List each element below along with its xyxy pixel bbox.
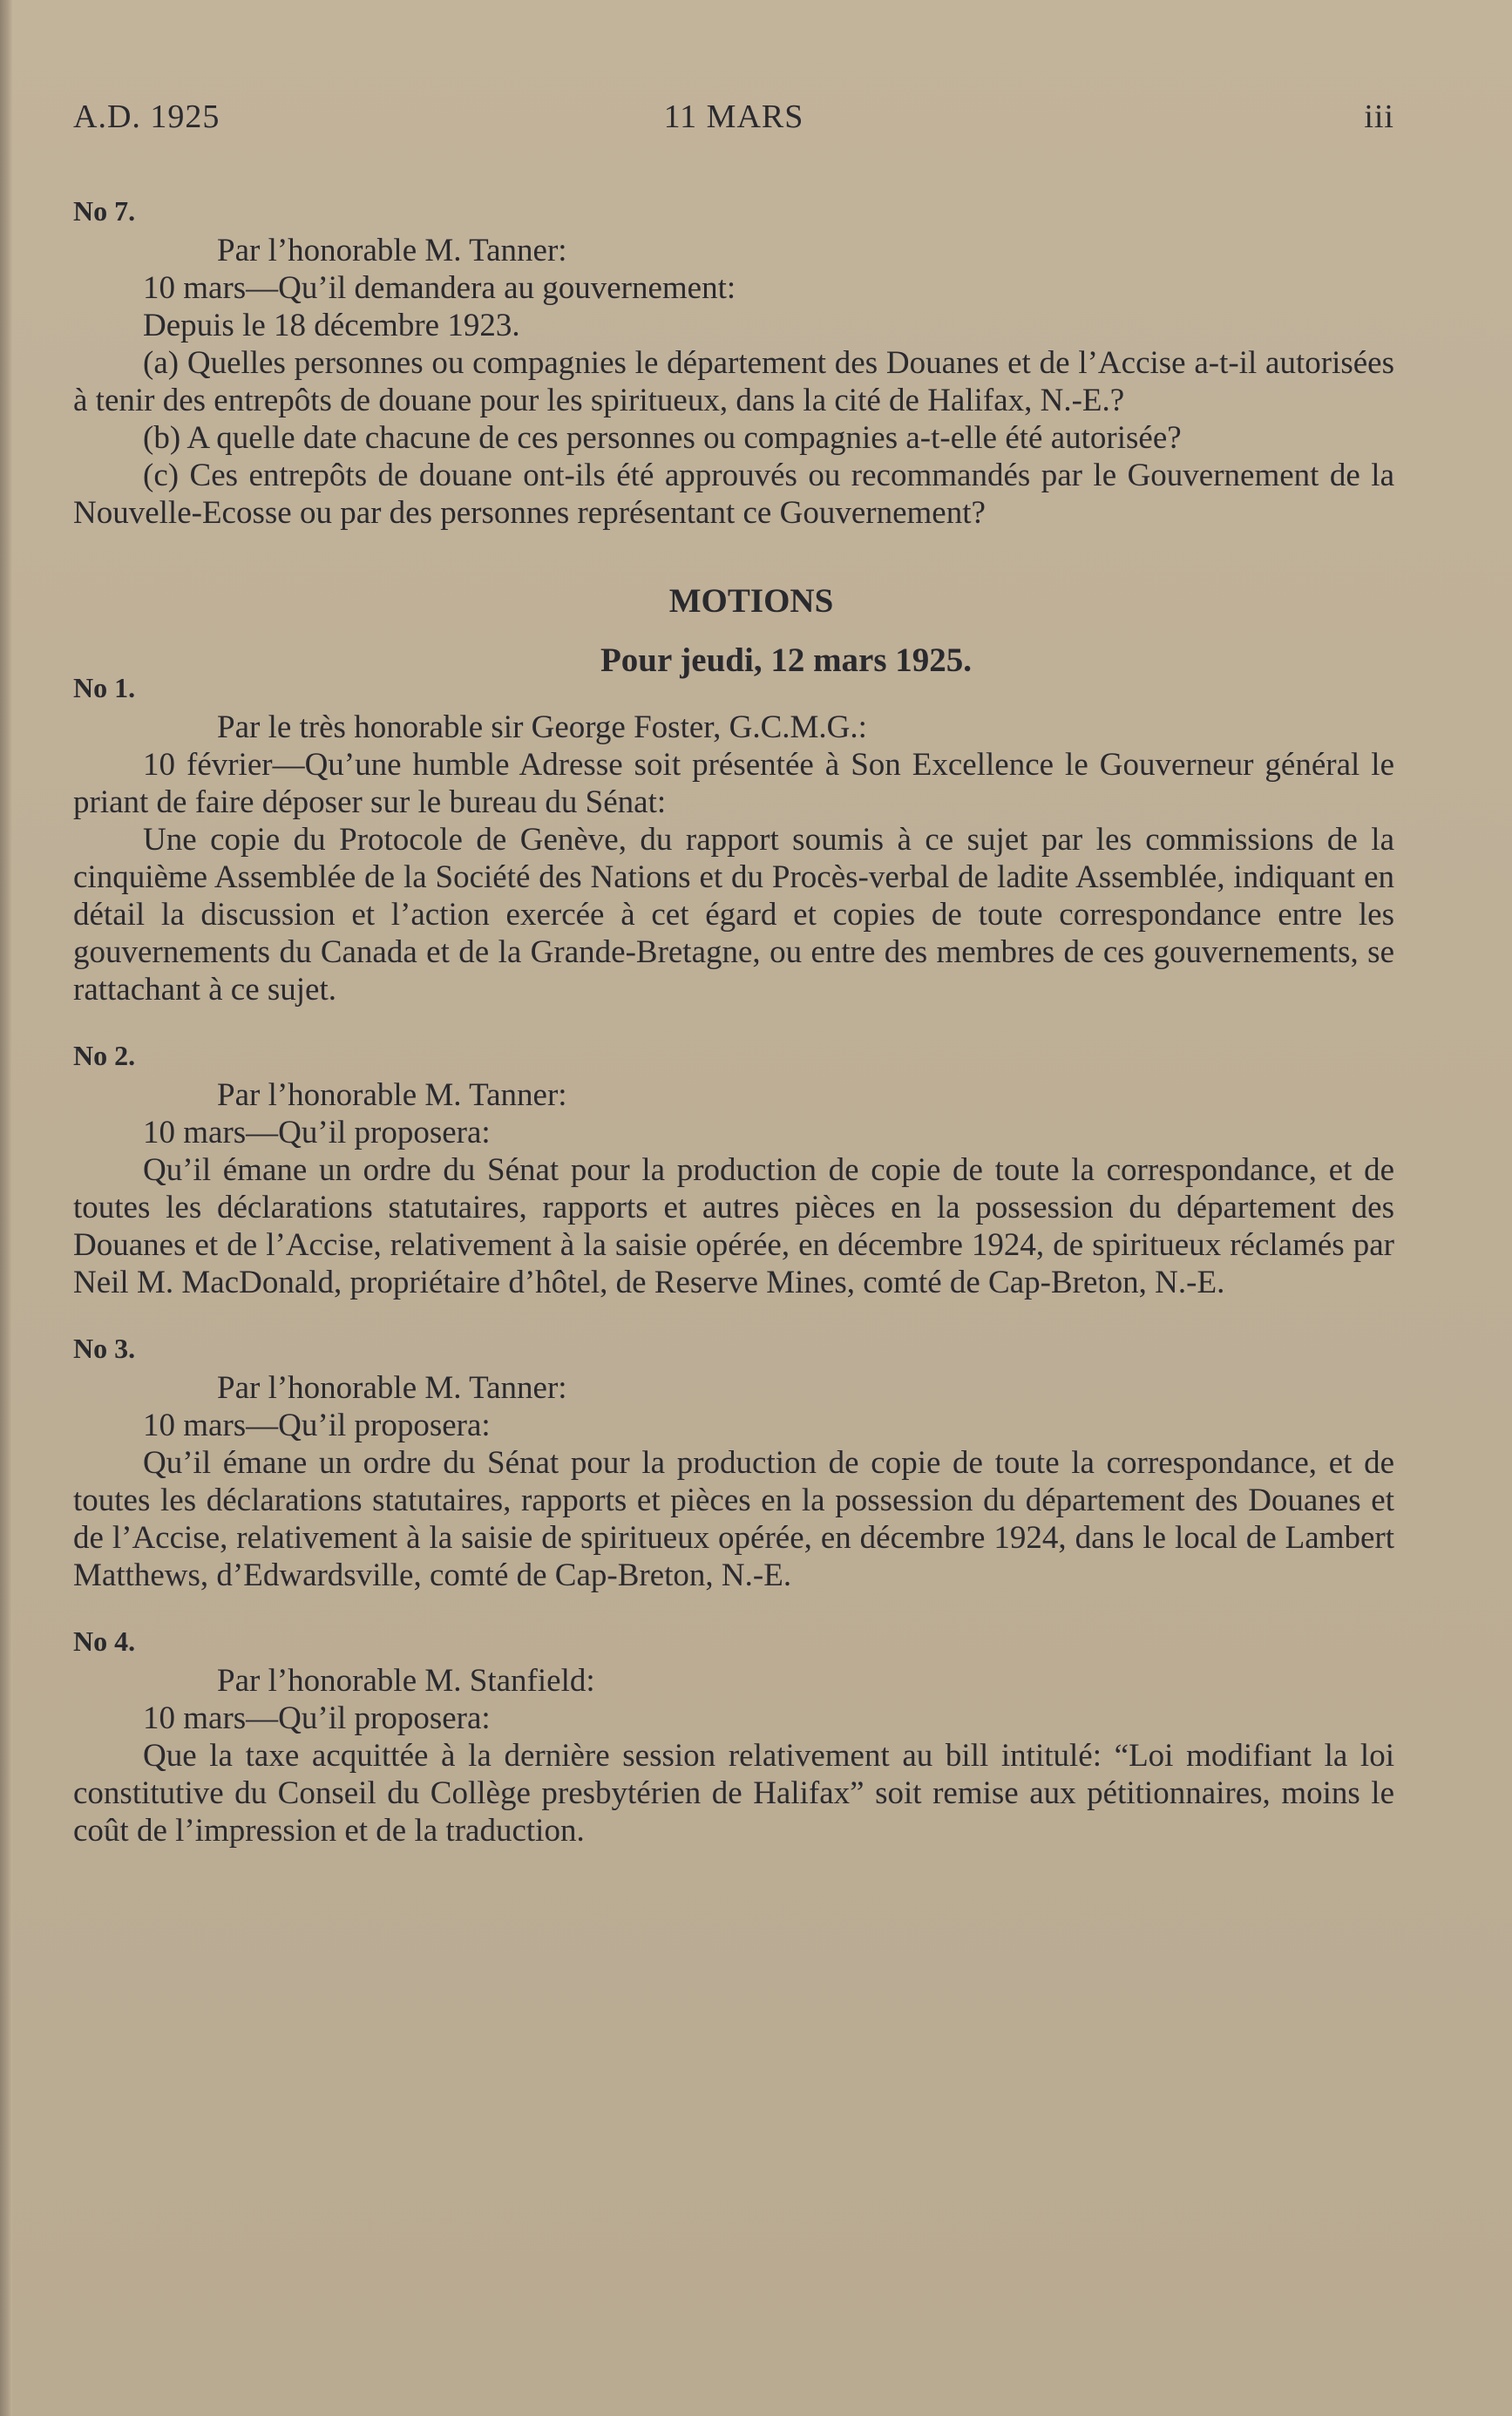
motion-item xyxy=(73,1331,1394,1594)
item-date-line: 10 mars—Qu’il demandera au gouvernement: xyxy=(143,270,736,306)
item-body: Que la taxe acquittée à la dernière session relativement au bill intitulé: “Loi modifiant la loi constitutive du Conseil du Collège presbytérien de Halifax” soit remise aux pétitionnaires, moins le coût de l’impression et de la traduction. xyxy=(73,1738,1394,1849)
item-date-line: 10 mars—Qu’il proposera: xyxy=(143,1700,491,1736)
question-item xyxy=(73,193,1394,532)
item-proposer: Par l’honorable M. Tanner: xyxy=(217,1370,567,1406)
motion-item xyxy=(73,1038,1394,1301)
item-number: No 2. xyxy=(73,1040,136,1071)
item-date-line: 10 mars—Qu’il proposera: xyxy=(143,1115,491,1150)
item-body: Qu’il émane un ordre du Sénat pour la production de copie de toute la correspondance, et de toutes les déclarations statutaires, rapports et autres pièces en la possession du département des Douanes et de l’Accise, relativement à la saisie opérée, en décembre 1924, de spiritueux réclamés par Neil M. MacDonald, propriétaire d’hôtel, de Reserve Mines, comté de Cap-Breton, N.-E. xyxy=(73,1152,1394,1300)
item-proposer: Par l’honorable M. Tanner: xyxy=(217,1077,567,1113)
header-year: A.D. 1925 xyxy=(73,98,220,135)
page-content xyxy=(73,193,1394,1849)
section-subheading-date: Pour jeudi, 12 mars 1925. xyxy=(600,641,973,679)
item-line: Depuis le 18 décembre 1923. xyxy=(143,308,520,343)
running-header xyxy=(73,98,1394,141)
item-date-line: 10 février—Qu’une humble Adresse soit présentée à Son Excellence le Gouverneur général le priant de faire déposer sur le bureau du Sénat: xyxy=(73,747,1394,820)
item-number: No 7. xyxy=(73,195,136,227)
item-line: (a) Quelles personnes ou compagnies le département des Douanes et de l’Accise a-t-il autorisées à tenir des entrepôts de douane pour les spiritueux, dans la cité de Halifax, N.-E.? xyxy=(73,345,1394,418)
item-number: No 4. xyxy=(73,1625,136,1657)
item-line: (c) Ces entrepôts de douane ont-ils été approuvés ou recommandés par le Gouvernement de la Nouvelle-Ecosse ou par des personnes représentant ce Gouvernement? xyxy=(73,458,1394,531)
item-number: No 3. xyxy=(73,1333,136,1364)
section-heading-motions: MOTIONS xyxy=(668,582,834,620)
header-date: 11 MARS xyxy=(663,98,804,135)
item-body: Une copie du Protocole de Genève, du rapport soumis à ce sujet par les commissions de la cinquième Assemblée de la Société des Nations et du Procès-verbal de ladite Assemblée, indiquant en détail la discussion et l’action exercée à cet égard et copies de toute correspondance entre les gouvernements du Canada et de la Grande-Bretagne, ou entre des membres de ces gouvernements, se rattachant à ce sujet. xyxy=(73,822,1394,1008)
motion-item xyxy=(73,670,1394,1008)
page-spine-edge xyxy=(0,0,12,2416)
item-number: No 1. xyxy=(73,672,136,703)
item-line: (b) A quelle date chacune de ces personnes ou compagnies a-t-elle été autorisée? xyxy=(143,420,1182,456)
item-body: Qu’il émane un ordre du Sénat pour la production de copie de toute la correspondance, et de toutes les déclarations statutaires, rapports et pièces en la possession du département des Douanes et de l’Accise, relativement à la saisie de spiritueux opérée, en décembre 1924, dans le local de Lambert Matthews, d’Edwardsville, comté de Cap-Breton, N.-E. xyxy=(73,1445,1394,1593)
motion-item xyxy=(73,1624,1394,1849)
item-date-line: 10 mars—Qu’il proposera: xyxy=(143,1408,491,1443)
item-proposer: Par l’honorable M. Stanfield: xyxy=(217,1663,595,1699)
item-proposer: Par le très honorable sir George Foster, G.C.M.G.: xyxy=(217,709,867,745)
item-proposer: Par l’honorable M. Tanner: xyxy=(217,233,567,268)
header-page-number: iii xyxy=(1364,98,1394,135)
